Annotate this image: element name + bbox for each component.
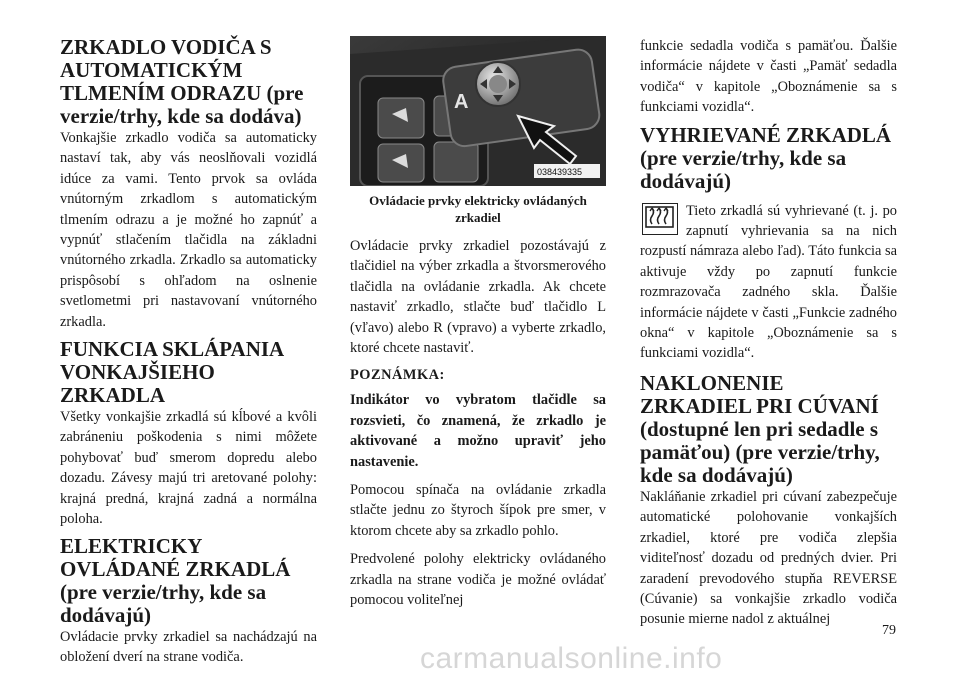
note-body: Indikátor vo vybratom tlačidle sa rozsvieti, čo znamená, že zrkadlo je aktivované a možno upraviť jeho nastavenie. <box>350 392 606 470</box>
heated-mirrors-block <box>640 201 897 364</box>
paragraph-mirror-controls: Ovládacie prvky zrkadiel pozostávajú z tlačidiel na výber zrkadla a štvorsmerového tlačidla na ovládanie zrkadla. Ak chcete nastaviť zrkadlo, stlačte buď tlačidlo L (vľavo) alebo R (vpravo) a vyberte zrkadlo, ktoré chcete nastaviť. <box>350 238 606 357</box>
page-number: 79 <box>882 623 896 638</box>
column-left <box>60 36 317 667</box>
mirror-controls-photo <box>350 36 606 186</box>
paragraph-arrow-switch: Pomocou spínača na ovládanie zrkadla stlačte jednu zo štyroch šípok pre smer, v ktorom chcete aby sa zrkadlo pohlo. <box>350 482 606 539</box>
heading-reverse-tilt: NAKLONENIE ZRKADIEL PRI CÚVANÍ (dostupné len pri sedadle s pamäťou) (pre verzie/trhy, kde sa dodávajú) <box>640 370 880 487</box>
paragraph-memory-positions: Predvolené polohy elektricky ovládaného zrkadla na strane vodiča je možné ovládať pomocou voliteľnej <box>350 551 606 609</box>
note-heading: POZNÁMKA: <box>350 367 445 384</box>
svg-text:A: A <box>454 91 469 113</box>
mirror-controls-illustration <box>350 36 606 186</box>
rear-defrost-icon <box>642 203 678 235</box>
column-middle <box>350 36 606 611</box>
photo-caption: Ovládacie prvky elektricky ovládaných zrkadiel <box>369 193 587 225</box>
paragraph-power-mirrors: Ovládacie prvky zrkadiel sa nachádzajú na obložení dverí na strane vodiča. <box>60 628 317 665</box>
paragraph-auto-dimming: Vonkajšie zrkadlo vodiča sa automaticky nastaví tak, aby vás neoslňovali vozidlá idúce za vami. Tento prvok sa ovláda vnútorným zrkadlom s automatickým tlmením odrazu a je možné ho zapnúť a vypnúť stlačením tlačidla na základni vnútorného zrkadla. Zrkadlo sa automaticky prispôsobí s ohľadom na oslnenie svetlometmi pri nastavovaní vnútorného zrkadla. <box>60 130 317 330</box>
paragraph-reverse-tilt: Nakláňanie zrkadiel pri cúvaní zabezpečuje automatické polohovanie vonkajších zrkadiel, ktoré pre vodiča zlepšia viditeľnosť dozadu od predných dvier. Pri zaradení prevodového stupňa REVERSE (Cúvanie) sa vonkajšie zrkadlo vodiča posunie mierne nadol z aktuálnej <box>640 488 897 628</box>
paragraph-memory-continued: funkcie sedadla vodiča s pamäťou. Ďalšie informácie nájdete v časti „Pamäť sedadla vodiča“ v kapitole „Oboznámenie sa s funkciami vozidla“. <box>640 38 897 116</box>
heading-heated-mirrors: VYHRIEVANÉ ZRKADLÁ (pre verzie/trhy, kde sa dodávajú) <box>640 122 892 193</box>
site-watermark: carmanualsonline.info <box>420 642 723 675</box>
photo-code-label: 038439335 <box>537 167 583 177</box>
column-right <box>640 36 897 630</box>
heading-power-mirrors: ELEKTRICKY OVLÁDANÉ ZRKADLÁ (pre verzie/trhy, kde sa dodávajú) <box>60 533 291 627</box>
heading-folding-mirror: FUNKCIA SKLÁPANIA VONKAJŠIEHO ZRKADLA <box>60 337 284 408</box>
paragraph-heated-mirrors: Tieto zrkadlá sú vyhrievané (t. j. po zapnutí vyhrievania sa na nich rozpustí námraza alebo ľad). Táto funkcia sa aktivuje vždy po zapnutí funkcie rozmrazovača zadného skla. Ďalšie informácie nájdete v časti „Funkcie zadného okna“ v kapitole „Oboznámenie sa s funkciami vozidla“. <box>640 202 897 362</box>
heading-auto-dimming-mirror: ZRKADLO VODIČA S AUTOMATICKÝM TLMENÍM ODRAZU (pre verzie/trhy, kde sa dodáva) <box>60 35 304 128</box>
paragraph-folding: Všetky vonkajšie zrkadlá sú kĺbové a kvôli zabráneniu poškodenia s nimi môžete pohybovať buď smerom dopredu alebo dozadu. Závesy majú tri aretované polohy: krajná predná, krajná zadná a normálna poloha. <box>60 409 317 528</box>
